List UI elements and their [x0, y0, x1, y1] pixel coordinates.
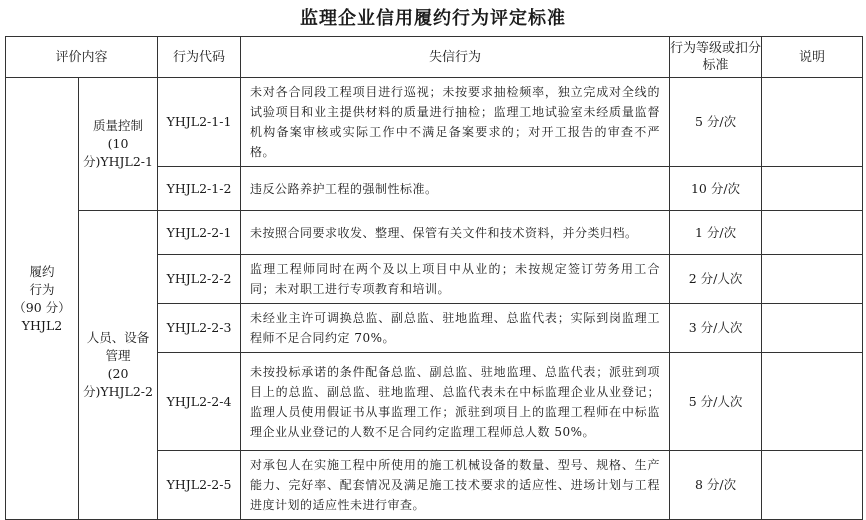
row-note	[762, 304, 863, 353]
row-desc: 监理工程师同时在两个及以上项目中从业的；未按规定签订劳务用工合同；未对职工进行专项教育和培训。	[241, 255, 670, 304]
category-cell	[6, 78, 79, 520]
header-content: 评价内容	[6, 37, 158, 78]
row-std: 1 分/次	[670, 211, 762, 255]
subcategory-line: 分)YHJL2-1	[83, 154, 153, 169]
row-note	[762, 451, 863, 520]
row-desc: 违反公路养护工程的强制性标准。	[241, 167, 670, 211]
row-std: 2 分/人次	[670, 255, 762, 304]
category-line: 履约	[29, 263, 55, 279]
subcategory-line: (10	[107, 136, 129, 151]
criteria-table	[5, 36, 863, 520]
category-line: 行为	[29, 281, 55, 297]
subcategory-line: 质量控制	[93, 118, 144, 133]
row-note	[762, 78, 863, 167]
row-desc: 未按投标承诺的条件配备总监、副总监、驻地监理、总监代表；派驻到项目上的总监、副总监、驻地监理、总监代表未在中标监理企业从业登记；监理人员使用假证书从事监理工作；派驻到项目上的监理工程师在中标监理企业从业登记的人数不足合同约定监理工程师总人数 50%。	[241, 353, 670, 451]
row-desc: 未经业主许可调换总监、副总监、驻地监理、总监代表；实际到岗监理工程师不足合同约定 70%。	[241, 304, 670, 353]
row-desc: 对承包人在实施工程中所使用的施工机械设备的数量、型号、规格、生产能力、完好率、配套情况及满足施工技术要求的适应性、进场计划与工程进度计划的适应性未进行审查。	[241, 451, 670, 520]
row-note	[762, 255, 863, 304]
row-std: 5 分/次	[670, 78, 762, 167]
row-std: 10 分/次	[670, 167, 762, 211]
row-note	[762, 167, 863, 211]
row-code: YHJL2-2-5	[158, 451, 241, 520]
row-note	[762, 211, 863, 255]
row-note	[762, 353, 863, 451]
table-row	[6, 211, 863, 255]
row-code: YHJL2-2-1	[158, 211, 241, 255]
header-row	[6, 37, 863, 78]
row-desc: 未对各合同段工程项目进行巡视；未按要求抽检频率，独立完成对全线的试验项目和业主提供材料的质量进行抽检；监理工地试验室未经质量监督机构备案审核或实际工作中不满足备案要求的；对开工报告的审查不严格。	[241, 78, 670, 167]
row-code: YHJL2-2-2	[158, 255, 241, 304]
header-desc: 失信行为	[241, 37, 670, 78]
subcategory-line: 人员、设备	[86, 330, 150, 345]
subcategory-personnel	[79, 211, 158, 520]
header-note: 说明	[762, 37, 863, 78]
subcategory-quality	[79, 78, 158, 211]
row-code: YHJL2-1-2	[158, 167, 241, 211]
category-code: YHJL2	[21, 317, 63, 333]
row-code: YHJL2-1-1	[158, 78, 241, 167]
row-std: 5 分/人次	[670, 353, 762, 451]
row-desc: 未按照合同要求收发、整理、保管有关文件和技术资料，并分类归档。	[241, 211, 670, 255]
row-std: 8 分/次	[670, 451, 762, 520]
category-line: （90 分）	[13, 299, 71, 315]
table-row	[6, 78, 863, 167]
page-title: 监理企业信用履约行为评定标准	[300, 8, 566, 29]
header-std: 行为等级或扣分标准	[670, 37, 762, 78]
row-code: YHJL2-2-4	[158, 353, 241, 451]
subcategory-line: 管理	[105, 348, 131, 363]
row-std: 3 分/人次	[670, 304, 762, 353]
subcategory-line: 分)YHJL2-2	[83, 384, 153, 399]
header-code: 行为代码	[158, 37, 241, 78]
row-code: YHJL2-2-3	[158, 304, 241, 353]
subcategory-line: (20	[107, 366, 129, 381]
